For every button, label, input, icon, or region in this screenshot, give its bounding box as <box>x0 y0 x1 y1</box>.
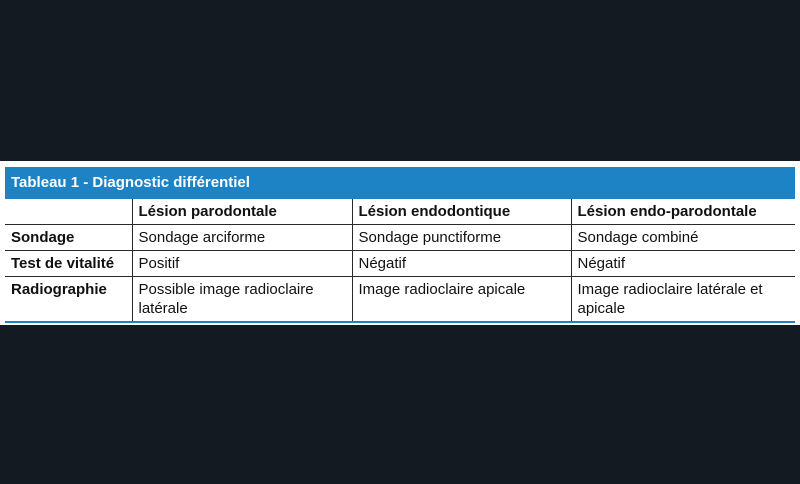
table-cell: Sondage combiné <box>571 225 795 251</box>
table-row <box>5 225 795 251</box>
table-cell: Négatif <box>352 251 571 277</box>
table-row <box>5 277 795 323</box>
table-cell: Image radioclaire apicale <box>352 277 571 323</box>
row-label-test-de-vitalite: Test de vitalité <box>5 251 132 277</box>
table-row <box>5 251 795 277</box>
table-title: Tableau 1 - Diagnostic différentiel <box>5 167 795 199</box>
table-cell: Image radioclaire latérale et apicale <box>571 277 795 323</box>
document-panel <box>0 161 800 325</box>
diagnostic-table <box>5 199 795 323</box>
table-cell: Sondage punctiforme <box>352 225 571 251</box>
header-corner-cell <box>5 199 132 225</box>
row-label-sondage: Sondage <box>5 225 132 251</box>
header-lesion-endo-parodontale: Lésion endo-parodontale <box>571 199 795 225</box>
diagnostic-table-container <box>5 167 795 323</box>
table-cell: Positif <box>132 251 352 277</box>
header-lesion-endodontique: Lésion endodontique <box>352 199 571 225</box>
row-label-radiographie: Radiographie <box>5 277 132 323</box>
table-cell: Possible image radioclaire latérale <box>132 277 352 323</box>
table-cell: Sondage arciforme <box>132 225 352 251</box>
header-lesion-parodontale: Lésion parodontale <box>132 199 352 225</box>
table-cell: Négatif <box>571 251 795 277</box>
table-header-row <box>5 199 795 225</box>
